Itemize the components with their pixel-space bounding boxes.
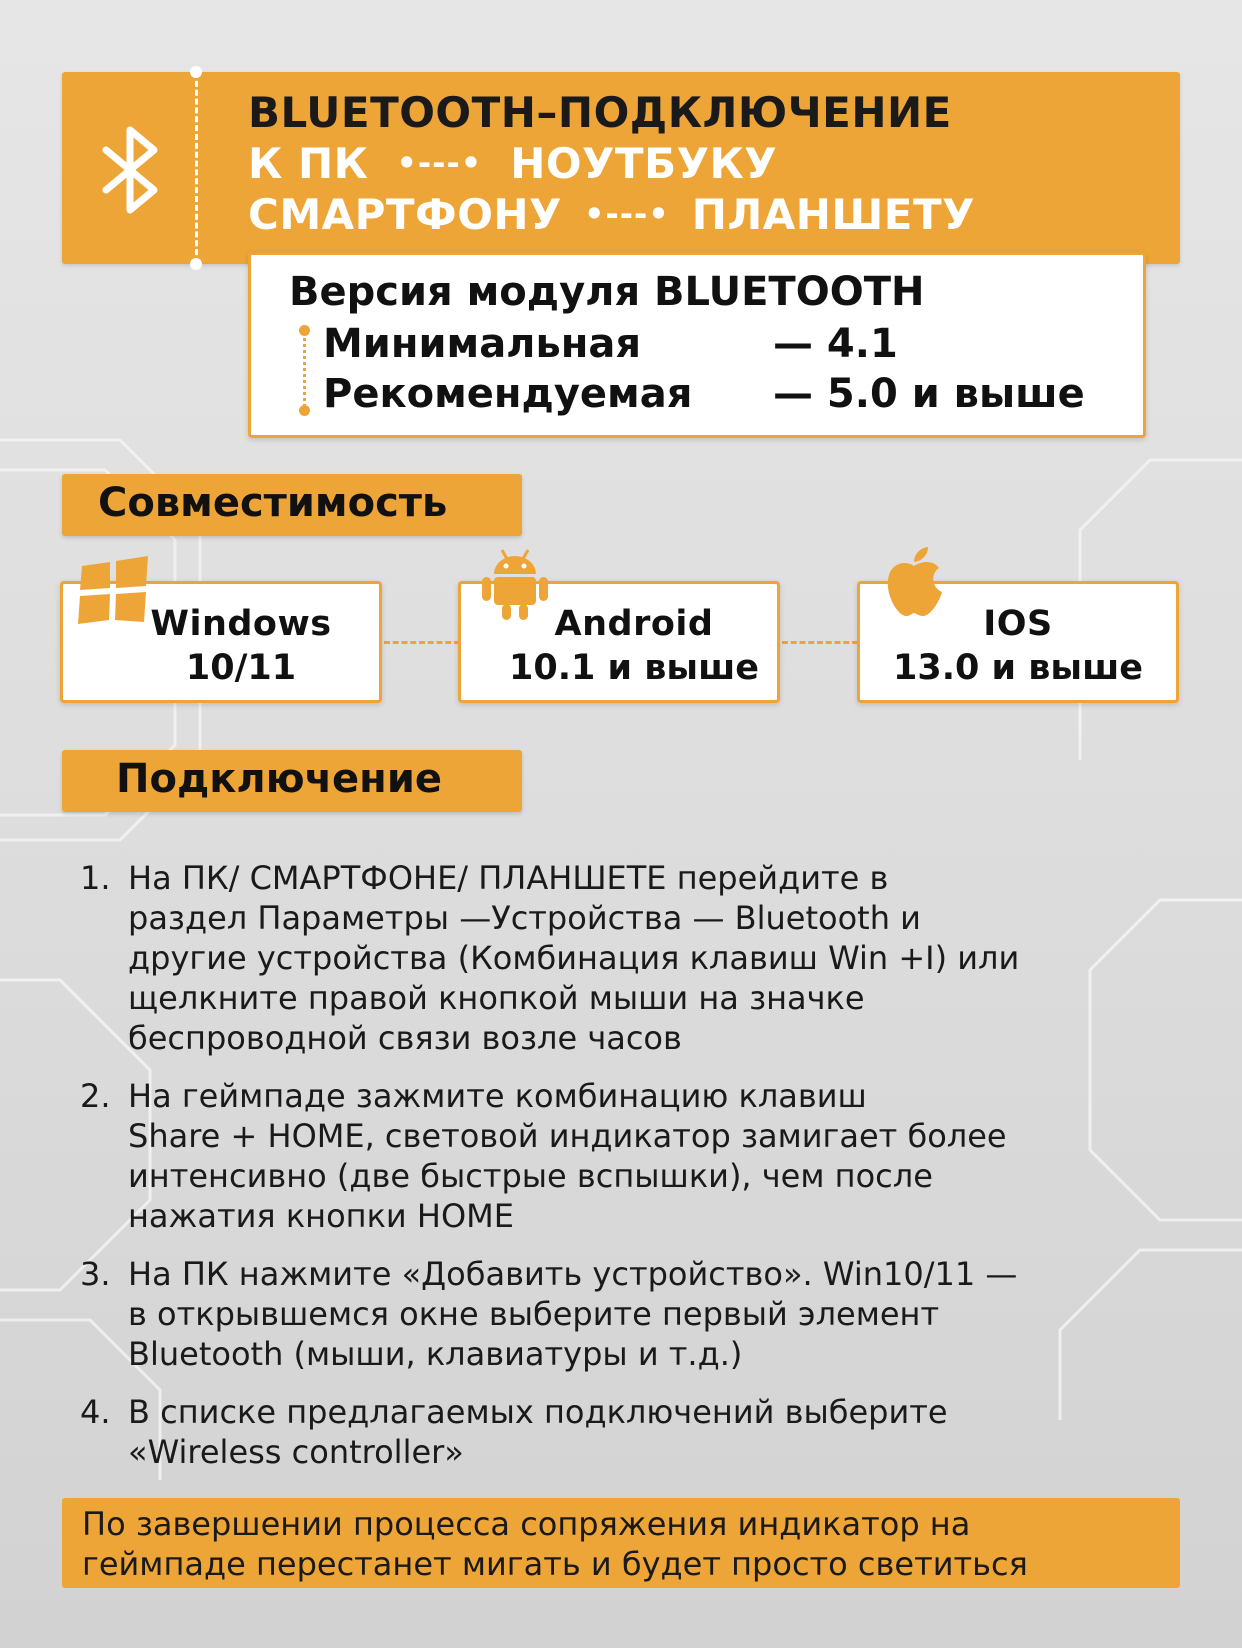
- android-robot-icon: [482, 546, 548, 620]
- version-min-row: [323, 321, 898, 367]
- step-number: 1.: [80, 859, 111, 897]
- step-item: [80, 1254, 1190, 1374]
- step-item: [80, 1392, 1190, 1472]
- compatibility-badge: [62, 474, 522, 536]
- header-smartphone: СМАРТФОНУ: [248, 190, 562, 239]
- version-min-label: Минимальная: [323, 321, 642, 367]
- apple-logo-icon: [884, 546, 944, 618]
- bluetooth-version-box: [248, 252, 1146, 438]
- step-text: На ПК нажмите «Добавить устройство». Win10/11 — в открывшемся окне выберите первый элемент Bluetooth (мыши, клавиатуры и т.д.): [128, 1255, 1018, 1373]
- compatibility-title: Совместимость: [98, 480, 448, 526]
- header-pc: К ПК: [248, 139, 369, 188]
- step-text: В списке предлагаемых подключений выберите «Wireless controller»: [128, 1393, 948, 1471]
- os-version: 13.0 и выше: [893, 648, 1143, 688]
- windows-logo-icon: [76, 556, 152, 628]
- step-text: На геймпаде зажмите комбинацию клавиш Share + HOME, световой индикатор замигает более интенсивно (две быстрые вспышки), чем после нажатия кнопки HOME: [128, 1077, 1007, 1235]
- header-title: BLUETOOTH–ПОДКЛЮЧЕНИЕ: [248, 88, 952, 137]
- step-number: 3.: [80, 1255, 111, 1293]
- version-title: Версия модуля BLUETOOTH: [289, 269, 925, 315]
- header-separator: •---•: [396, 144, 483, 182]
- card-connector: [782, 641, 858, 644]
- version-rec-value: — 5.0 и выше: [773, 371, 1085, 417]
- step-number: 2.: [80, 1077, 111, 1115]
- header-subtitle-1: [248, 138, 1148, 189]
- step-item: [80, 858, 1190, 1058]
- header-text: [248, 88, 1148, 240]
- step-item: [80, 1076, 1190, 1236]
- header-subtitle-2: [248, 189, 1148, 240]
- version-rec-row: [323, 371, 1085, 417]
- step-text: На ПК/ СМАРТФОНЕ/ ПЛАНШЕТЕ перейдите в раздел Параметры —Устройства — Bluetooth и другие устройства (Комбинация клавиш Win +I) или щелкните правой кнопкой мыши на значке беспроводной связи возле часов: [128, 859, 1020, 1057]
- connection-steps: [80, 858, 1190, 1490]
- os-name: Windows: [150, 604, 332, 644]
- version-min-value: — 4.1: [773, 321, 898, 367]
- version-rec-label: Рекомендуемая: [323, 371, 693, 417]
- version-bullet-line: [303, 325, 306, 415]
- os-version: 10.1 и выше: [509, 648, 759, 688]
- header-tablet: ПЛАНШЕТУ: [691, 190, 975, 239]
- footer-note: По завершении процесса сопряжения индикатор на геймпаде перестанет мигать и будет просто светиться: [62, 1498, 1180, 1588]
- header-divider: [195, 72, 198, 264]
- step-number: 4.: [80, 1393, 111, 1431]
- header-separator: •---•: [583, 195, 670, 233]
- connection-title: Подключение: [116, 756, 442, 802]
- connection-badge: [62, 750, 522, 812]
- header-laptop: НОУТБУКУ: [510, 139, 778, 188]
- version-bullet-dot: [299, 405, 310, 416]
- os-version: 10/11: [185, 648, 297, 688]
- divider-dot-bottom: [190, 258, 202, 270]
- header-banner: [62, 72, 1180, 264]
- version-bullet-dot: [299, 325, 310, 336]
- os-name: Android: [554, 604, 714, 644]
- divider-dot-top: [190, 66, 202, 78]
- bluetooth-icon: [96, 122, 168, 218]
- os-name: IOS: [983, 604, 1053, 644]
- card-connector: [384, 641, 460, 644]
